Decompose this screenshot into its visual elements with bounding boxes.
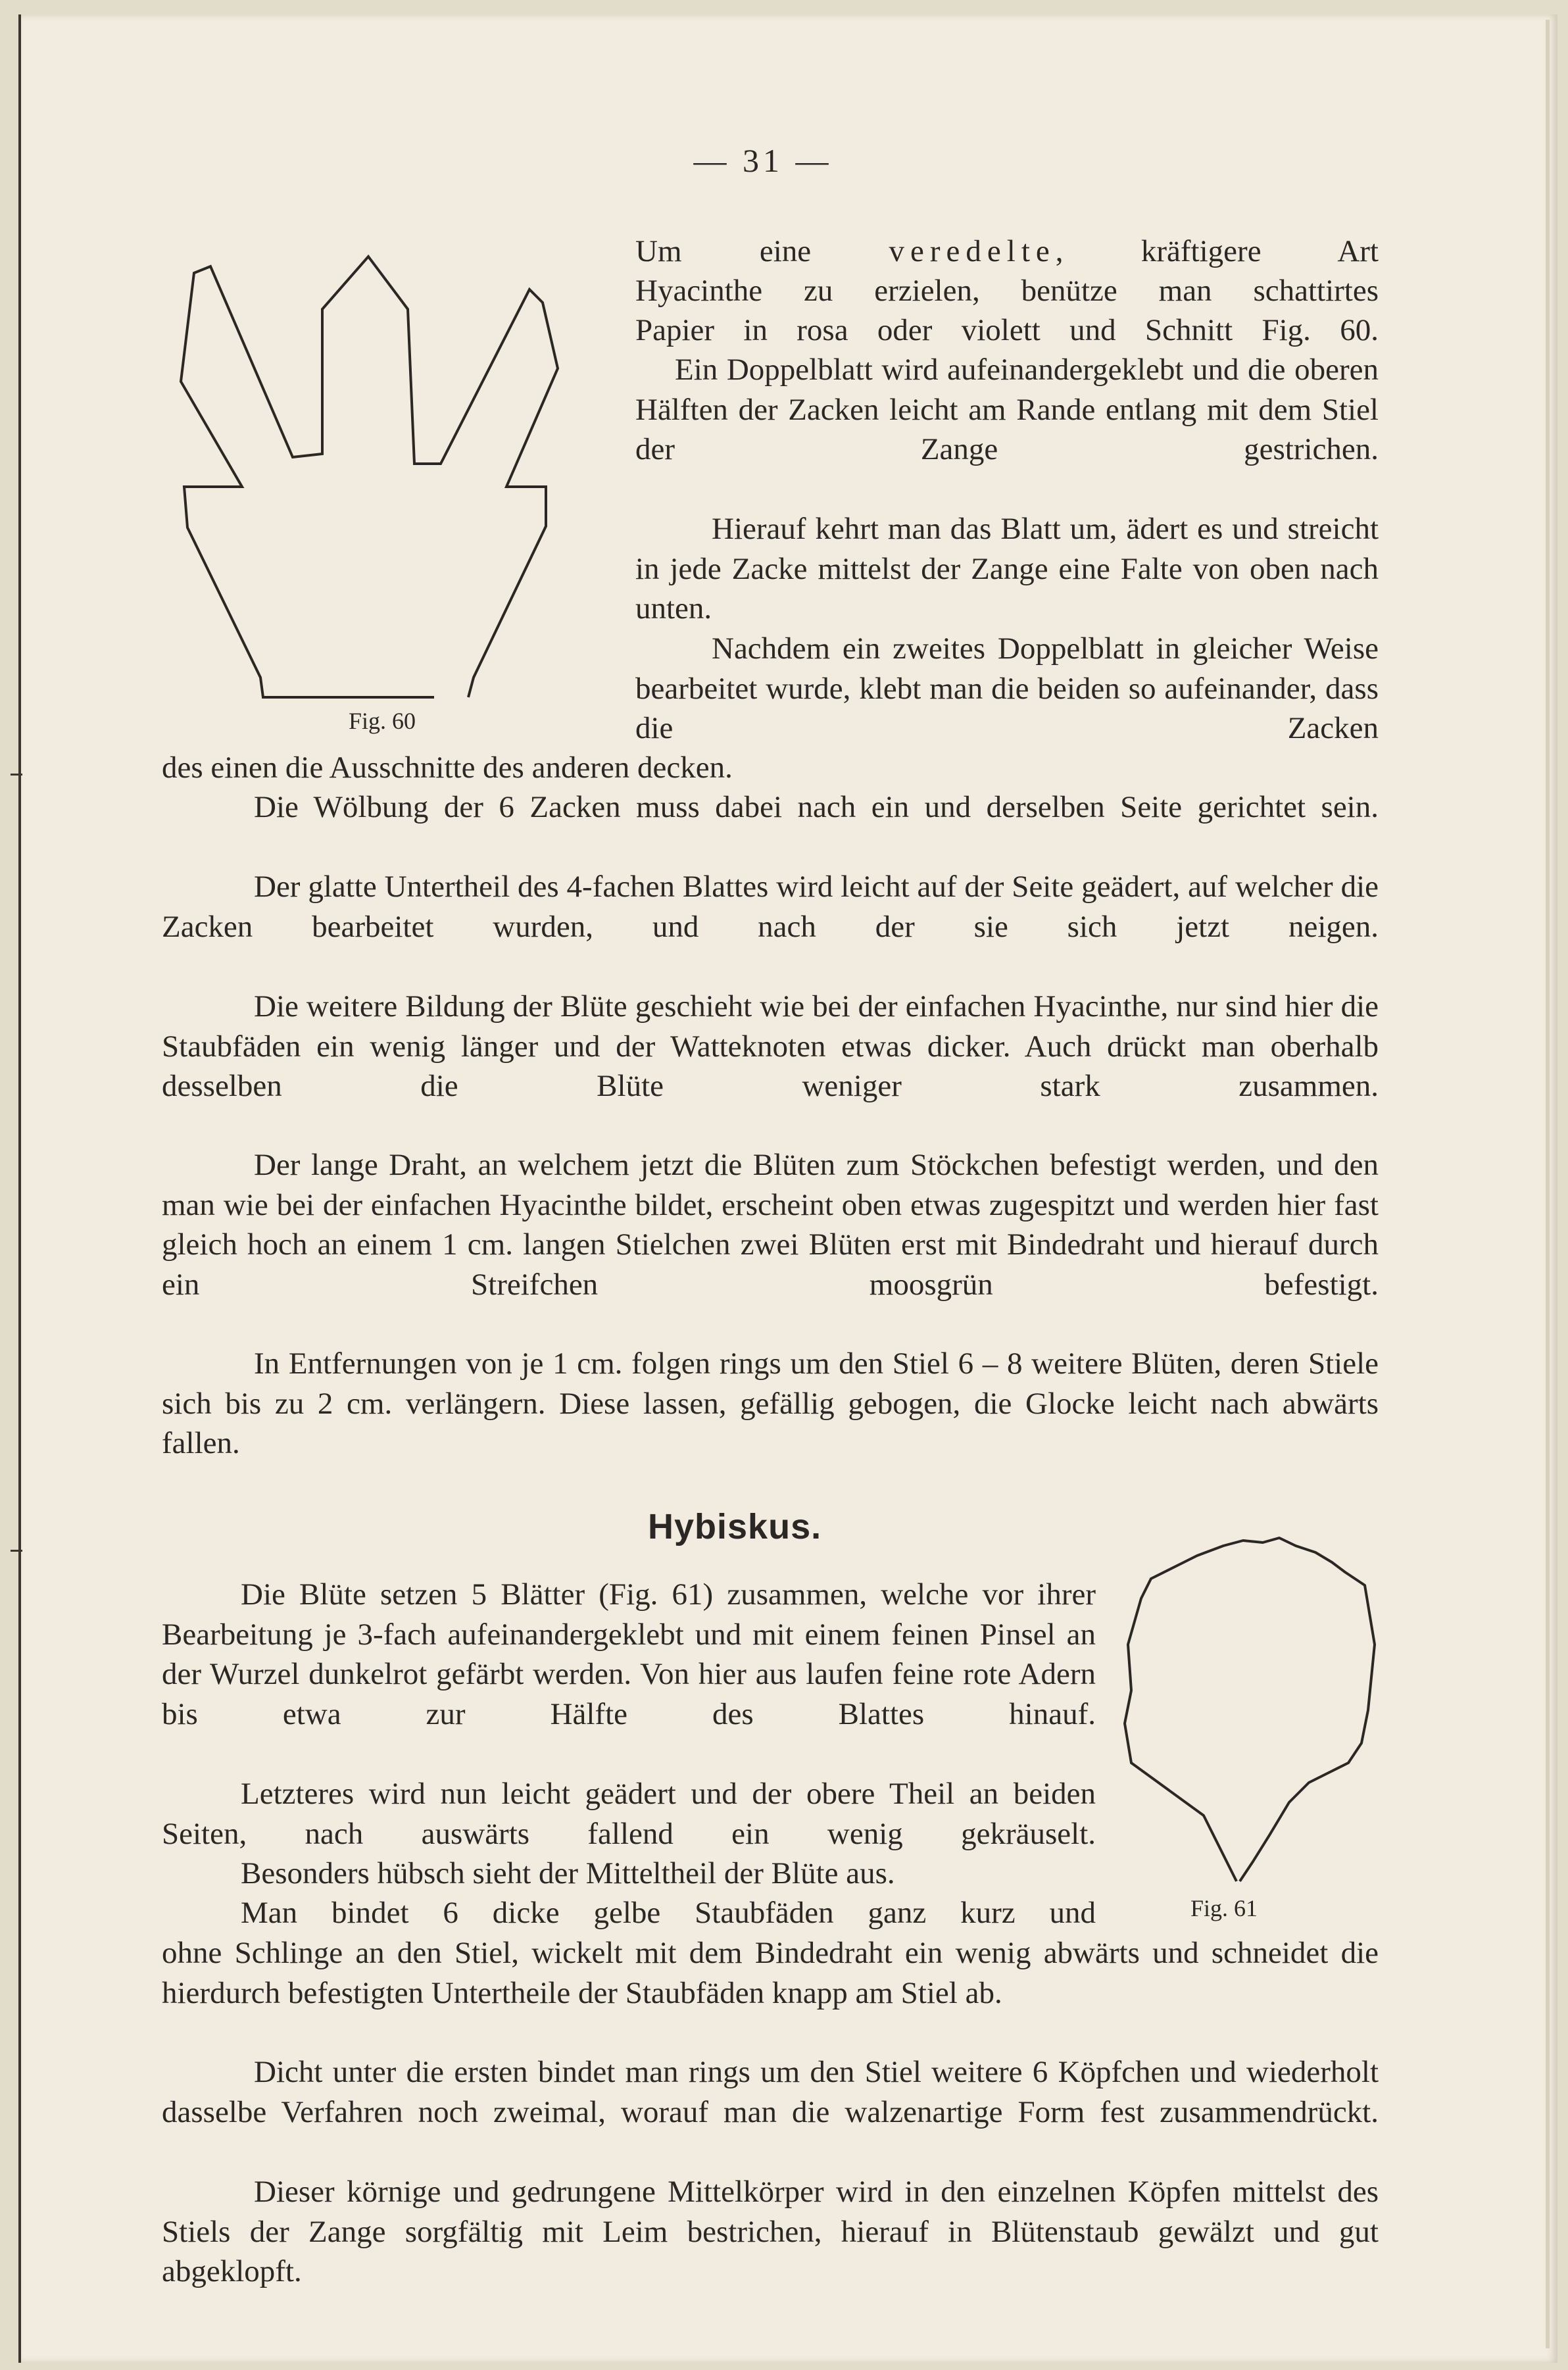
paragraph: Die Blüte setzen 5 Blätter (Fig. 61) zusammen, welche vor ihrer Bearbeitung je 3-fach aufeinandergeklebt und mit einem feinen Pinsel an der Wurzel dunkelrot gefärbt werden. Von hier aus laufen feine rote Adern bis etwa zur Hälfte des Blattes hinauf. (162, 1577, 1096, 1731)
margin-mark (11, 1550, 22, 1552)
paragraph: In Entfernungen von je 1 cm. folgen rings um den Stiel 6 – 8 weitere Blüten, deren Stiele sich bis zu 2 cm. verlängern. Diese lassen, gefällig gebogen, die Glocke leicht nach abwärts fallen. (162, 1346, 1379, 1460)
page-number: — 31 — (693, 142, 833, 179)
paragraph: Letzteres wird nun leicht geädert und der obere Theil an beiden Seiten, nach auswärts fallend ein wenig gekräuselt. (162, 1777, 1096, 1851)
paragraph: Ein Doppelblatt wird aufeinandergeklebt und die oberen Hälften der Zacken leicht am Rande entlang mit dem Stiel der Zange gestrichen. (635, 353, 1379, 466)
spaced-emphasis: veredelte (889, 234, 1056, 268)
paragraph: Man bindet 6 dicke gelbe Staubfäden ganz kurz und (241, 1896, 1096, 1930)
paragraph: Nachdem ein zweites Doppelblatt in gleicher Weise bearbeitet wurde, klebt man die beiden so aufeinander, dass die Zacken (635, 631, 1379, 745)
figure-60-drawing (158, 237, 579, 710)
paragraph: Hierauf kehrt man das Blatt um, ädert es und streicht in jede Zacke mittelst der Zange eine Falte von oben nach unten. (635, 512, 1379, 626)
paragraph-continuation: ohne Schlinge an den Stiel, wickelt mit dem Bindedraht ein wenig abwärts und schneidet die hierdurch befestigten Untertheile der Staubfäden knapp am Stiel ab. (162, 1936, 1379, 2010)
paragraph: Der glatte Untertheil des 4-fachen Blattes wird leicht auf der Seite geädert, auf welcher die Zacken bearbeitet wurden, und nach der sie sich jetzt neigen. (162, 870, 1379, 944)
figure-61-label: Fig. 61 (1190, 1895, 1258, 1921)
section-heading: Hybiskus. (648, 1507, 822, 1546)
margin-mark (11, 774, 22, 776)
intro-text: , kräftigere Art (1055, 234, 1379, 268)
paragraph: Dicht unter die ersten bindet man rings um den Stiel weitere 6 Köpfchen und wiederholt dasselbe Verfahren noch zweimal, worauf man die walzenartige Form fest zusammendrückt. (162, 2055, 1379, 2129)
paragraph: Dieser körnige und gedrungene Mittelkörper wird in den einzelnen Köpfen mittelst des Stiels der Zange sorgfältig mit Leim bestrichen, hierauf in Blütenstaub gewälzt und gut abgeklopft. (162, 2175, 1379, 2288)
paragraph: Besonders hübsch sieht der Mitteltheil der Blüte aus. (241, 1856, 895, 1890)
intro-text: Um eine (635, 234, 889, 268)
intro-line-2: Hyacinthe zu erzielen, benütze man schattirtes (635, 274, 1379, 308)
figure-61-drawing (1105, 1526, 1381, 1868)
paragraph: Der lange Draht, an welchem jetzt die Blüten zum Stöckchen befestigt werden, und den man wie bei der einfachen Hyacinthe bildet, erscheint oben etwas zugespitzt und werden hier fast gleich hoch an einem 1 cm. langen Stielchen zwei Blüten erst mit Bindedraht und hierauf durch ein Streifchen moosgrün befestigt. (162, 1148, 1379, 1302)
paragraph: Die Wölbung der 6 Zacken muss dabei nach ein und derselben Seite gerichtet sein. (254, 790, 1379, 824)
page-edge (1546, 20, 1550, 2348)
figure-60-label: Fig. 60 (349, 708, 416, 734)
intro-line-1 (635, 232, 1379, 272)
paragraph-continuation: des einen die Ausschnitte des anderen decken. (162, 751, 733, 785)
intro-line-3: Papier in rosa oder violett und Schnitt Fig. 60. (635, 313, 1379, 347)
paragraph: Die weitere Bildung der Blüte geschieht wie bei der einfachen Hyacinthe, nur sind hier die Staubfäden ein wenig länger und der Watteknoten etwas dicker. Auch drückt man oberhalb desselben die Blüte weniger stark zusammen. (162, 989, 1379, 1103)
